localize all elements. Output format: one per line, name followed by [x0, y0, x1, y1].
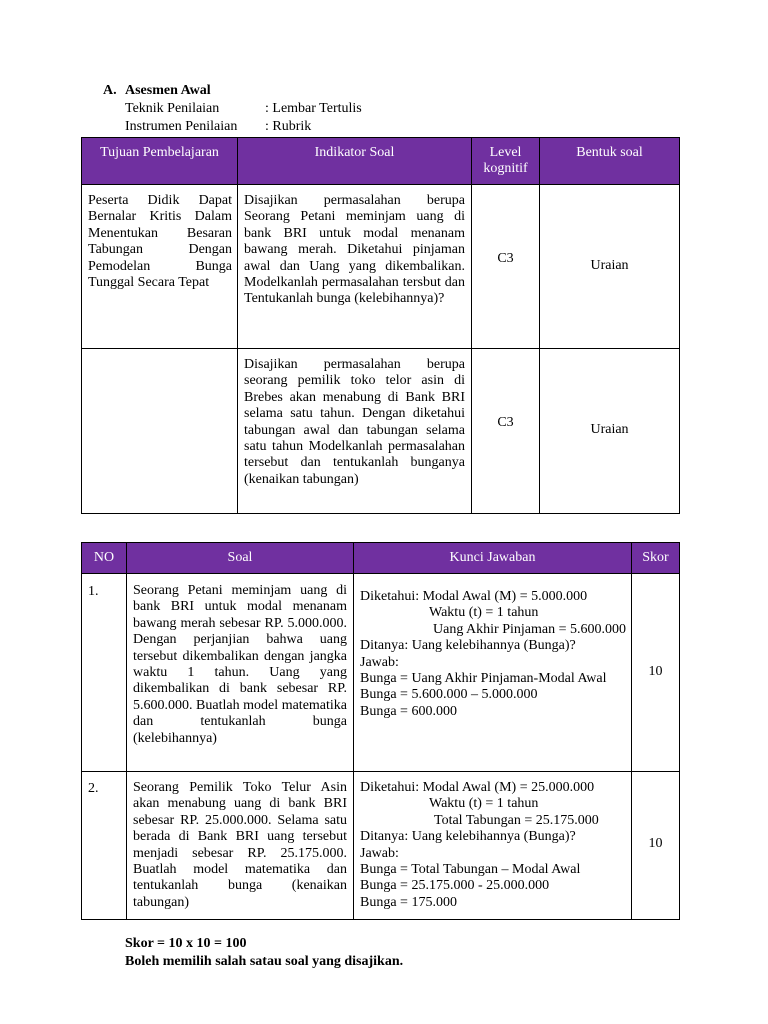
cell-skor: 10 [632, 772, 680, 920]
header-tujuan: Tujuan Pembelajaran [82, 138, 238, 185]
cell-bentuk: Uraian [540, 349, 680, 514]
section-title: Asesmen Awal [125, 83, 211, 98]
cell-tujuan [82, 349, 238, 514]
cell-level: C3 [472, 185, 540, 349]
cell-level: C3 [472, 349, 540, 514]
cell-no: 2. [82, 772, 127, 920]
kunci-line: Ditanya: Uang kelebihannya (Bunga)? [360, 829, 576, 845]
kunci-line: Uang Akhir Pinjaman = 5.600.000 [433, 621, 626, 637]
section-number: A. [103, 83, 117, 98]
cell-kunci [354, 574, 632, 772]
instruction-note: Boleh memilih salah satau soal yang disajikan. [125, 954, 404, 969]
meta-label: Teknik Penilaian [125, 101, 220, 116]
meta-row-teknik [125, 101, 362, 117]
kunci-line: Diketahui: Modal Awal (M) = 25.000.000 [360, 780, 595, 795]
cell-soal: Seorang Petani meminjam uang di bank BRI untuk modal menanam bawang merah sebesar RP. 5.000.000. Dengan perjanjian bahwa uang tersebut dikembalikan dengan jangka waktu 1 tahun. Uang yang dikembalikan di bank sebesar RP. 5.600.000. Buatlah model matematika dan tentukanlah bunga (kelebihannya) [127, 574, 354, 772]
kunci-line: Waktu (t) = 1 tahun [429, 796, 539, 812]
kunci-line: Diketahui: Modal Awal (M) = 5.000.000 [360, 589, 588, 604]
kunci-line: Total Tabungan = 25.175.000 [434, 812, 599, 828]
kunci-line: Jawab: [360, 845, 399, 861]
cell-skor: 10 [632, 574, 680, 772]
header-level: Level kognitif [472, 138, 540, 185]
kunci-line: Bunga = 25.175.000 - 25.000.000 [360, 878, 550, 894]
cell-no: 1. [82, 574, 127, 772]
meta-row-instrumen [125, 119, 311, 135]
score-total: Skor = 10 x 10 = 100 [125, 936, 247, 951]
kunci-line: Bunga = 600.000 [360, 703, 457, 719]
meta-value: : Lembar Tertulis [265, 101, 362, 116]
cell-kunci [354, 772, 632, 920]
header-skor: Skor [632, 543, 680, 574]
kunci-line: Bunga = 5.600.000 – 5.000.000 [360, 687, 538, 703]
header-kunci: Kunci Jawaban [354, 543, 632, 574]
header-bentuk: Bentuk soal [540, 138, 680, 185]
assessment-table [81, 137, 680, 514]
cell-indikator: Disajikan permasalahan berupa seorang pemilik toko telor asin di Brebes akan menabung di Bank BRI selama satu tahun. Dengan diketahui tabungan awal dan tabungan selama satu tahun Modelkanlah permasalahan tersebut dan tentukanlah bunganya (kenaikan tabungan) [238, 349, 472, 514]
kunci-line: Bunga = Uang Akhir Pinjaman-Modal Awal [360, 671, 607, 687]
kunci-line: Bunga = Total Tabungan – Modal Awal [360, 862, 581, 878]
kunci-line: Jawab: [360, 654, 399, 670]
cell-tujuan: Peserta Didik Dapat Bernalar Kritis Dalam Menentukan Besaran Tabungan Dengan Pemodelan Bunga Tunggal Secara Tepat [82, 185, 238, 349]
header-no: NO [82, 543, 127, 574]
cell-indikator: Disajikan permasalahan berupa Seorang Petani meminjam uang di bank BRI untuk modal menanam bawang merah. Diketahui pinjaman awal dan Uang yang dikembalikan. Modelkanlah permasalahan tersbut dan Tentukanlah bunga (kelebihannya)? [238, 185, 472, 349]
header-soal: Soal [127, 543, 354, 574]
answer-key-table [81, 542, 680, 920]
cell-soal: Seorang Pemilik Toko Telur Asin akan menabung uang di bank BRI sebesar RP. 25.000.000. Selama satu berada di Bank BRI uang tersebut menjadi sebesar RP. 25.175.000. Buatlah model matematika dan tentukanlah bunga (kenaikan tabungan) [127, 772, 354, 920]
meta-label: Instrumen Penilaian [125, 119, 238, 134]
kunci-line: Bunga = 175.000 [360, 894, 457, 910]
meta-value: : Rubrik [265, 119, 312, 134]
kunci-line: Ditanya: Uang kelebihannya (Bunga)? [360, 638, 576, 654]
section-heading [103, 83, 211, 99]
header-indikator: Indikator Soal [238, 138, 472, 185]
cell-bentuk: Uraian [540, 185, 680, 349]
kunci-line: Waktu (t) = 1 tahun [429, 605, 539, 621]
